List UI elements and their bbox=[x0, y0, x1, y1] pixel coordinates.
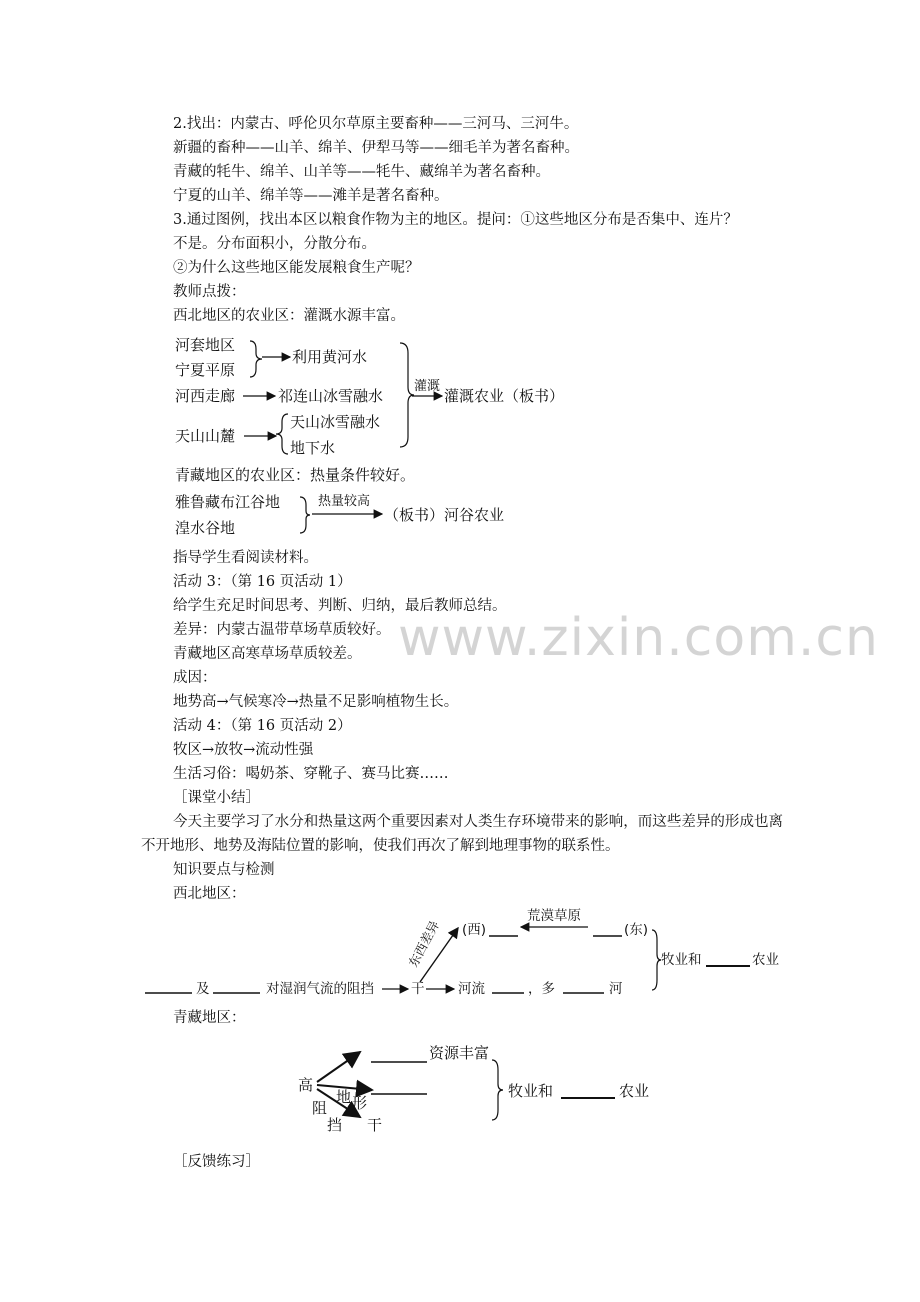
text-line: 活动 3：（第 16 页活动 1） bbox=[173, 574, 352, 590]
qingzang-agri-title: 青藏地区的农业区：热量条件较好。 bbox=[175, 466, 416, 484]
text-line: 教师点拨： bbox=[173, 284, 246, 300]
text-line: 知识要点与检测 bbox=[173, 862, 275, 878]
east-west-diff-label: 东西差异 bbox=[405, 918, 443, 970]
dry-label: 干 bbox=[411, 981, 425, 997]
text-line: 给学生充足时间思考、判断、归纳，最后教师总结。 bbox=[173, 598, 507, 614]
tianshan-foot-label: 天山山麓 bbox=[175, 427, 236, 445]
text-line: 生活习俗：喝奶茶、穿靴子、赛马比赛…… bbox=[173, 766, 449, 782]
yellow-river-label: 利用黄河水 bbox=[292, 348, 368, 366]
high-label: 高 bbox=[298, 1076, 314, 1094]
summary-paragraph: 今天主要学习了水分和热量这两个重要因素对人类生存环境带来的影响，而这些差异的形成也离不开地形、地势及海陆位置的影响，使我们再次了解到地理事物的联系性。 bbox=[141, 814, 783, 854]
section-heading: ［课堂小结］ bbox=[173, 790, 260, 806]
east-label: (东) bbox=[624, 922, 649, 938]
irrigated-agri-label: 灌溉农业（板书） bbox=[444, 387, 565, 405]
desert-grass-label: 荒漠草原 bbox=[527, 908, 581, 924]
hetao-label: 河套地区 bbox=[175, 336, 236, 354]
groundwater-label: 地下水 bbox=[290, 439, 336, 457]
block-label-1: 阻 bbox=[312, 1099, 328, 1117]
dry-label: 干 bbox=[367, 1116, 383, 1134]
resource-rich-label: 资源丰富 bbox=[429, 1044, 490, 1062]
text-line: 差异：内蒙古温带草场草质较好。 bbox=[173, 622, 391, 638]
text-line: 西北地区的农业区：灌溉水源丰富。 bbox=[173, 308, 405, 324]
watermark: www.zixin.com.cn bbox=[398, 608, 879, 668]
text-line: 青藏地区： bbox=[173, 1010, 246, 1026]
yarlung-label: 雅鲁藏布江谷地 bbox=[175, 493, 281, 511]
west-label: (西) bbox=[462, 922, 487, 938]
herding-and-label: 牧业和 bbox=[661, 952, 702, 968]
text-line: 新疆的畜种——山羊、绵羊、伊犁马等——细毛羊为著名畜种。 bbox=[173, 140, 579, 156]
text-line: 青藏地区高寒草场草质较差。 bbox=[173, 646, 362, 662]
blocking-label: 对湿润气流的阻挡 bbox=[266, 981, 374, 997]
text-line: 宁夏的山羊、绵羊等——滩羊是著名畜种。 bbox=[173, 188, 449, 204]
section-heading: ［反馈练习］ bbox=[173, 1154, 260, 1170]
herding-and-label: 牧业和 bbox=[508, 1082, 554, 1100]
heat-high-label: 热量较高 bbox=[318, 494, 371, 509]
text-line: 地势高→气候寒冷→热量不足影响植物生长。 bbox=[173, 694, 459, 710]
text-line: 牧区→放牧→流动性强 bbox=[173, 742, 314, 758]
text-line: 不是。分布面积小，分散分布。 bbox=[173, 236, 376, 252]
agriculture-label: 农业 bbox=[752, 952, 779, 968]
river-flow-label: 河流 bbox=[458, 981, 485, 997]
text-line: 活动 4：（第 16 页活动 2） bbox=[173, 718, 352, 734]
agriculture-label: 农业 bbox=[619, 1082, 650, 1100]
hexi-label: 河西走廊 bbox=[175, 387, 236, 405]
block-label-2: 挡 bbox=[327, 1116, 343, 1134]
terrain-label-1: 地 bbox=[336, 1088, 352, 1106]
text-line: 2.找出：内蒙古、呼伦贝尔草原主要畜种——三河马、三河牛。 bbox=[173, 116, 579, 132]
text-line: ②为什么这些地区能发展粮食生产呢？ bbox=[173, 260, 420, 276]
irrigate-label: 灌溉 bbox=[414, 379, 441, 394]
terrain-label-2: 形 bbox=[352, 1094, 368, 1112]
and-label: 及 bbox=[196, 981, 210, 997]
text-line: 指导学生看阅读材料。 bbox=[173, 550, 318, 566]
text-line: 西北地区： bbox=[173, 886, 246, 902]
qilian-label: 祁连山冰雪融水 bbox=[278, 387, 384, 405]
text-line: 3.通过图例，找出本区以粮食作物为主的地区。提问：①这些地区分布是否集中、连片？ bbox=[173, 212, 738, 228]
tianshan-snow-label: 天山冰雪融水 bbox=[290, 413, 381, 431]
many-label: ，多 bbox=[528, 981, 555, 997]
text-line: 成因： bbox=[173, 670, 217, 686]
text-line: 青藏的牦牛、绵羊、山羊等——牦牛、藏绵羊为著名畜种。 bbox=[173, 164, 550, 180]
river-label: 河 bbox=[609, 981, 623, 997]
huangshui-label: 湟水谷地 bbox=[175, 519, 236, 537]
valley-agri-label: （板书）河谷农业 bbox=[384, 506, 505, 524]
ningxia-label: 宁夏平原 bbox=[175, 361, 236, 379]
